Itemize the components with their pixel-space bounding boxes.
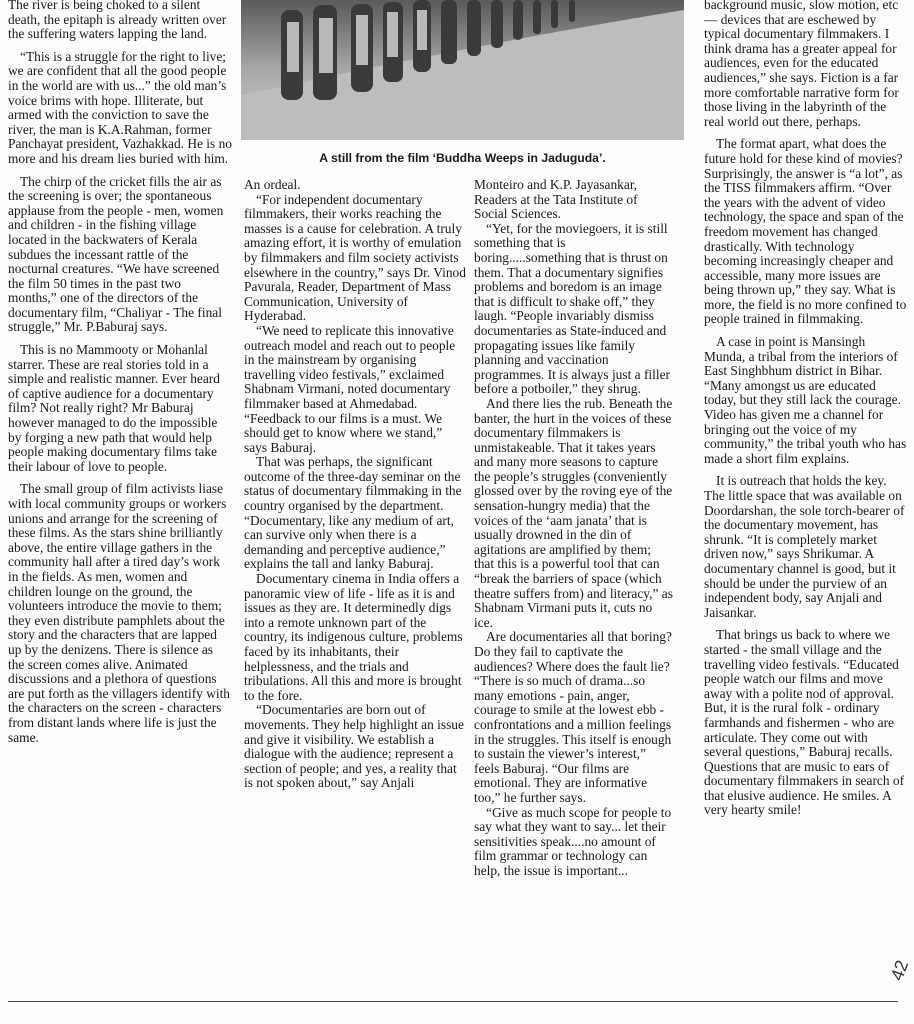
paragraph: A case in point is Mansingh Munda, a tribal from the interiors of East Singhbhum district in Bihar. “Many amongst us are educated today, but they still lack the courage. Video has given me a channel for bringing out the voice of my community,” the tribal youth who has made a short film explains. xyxy=(704,334,907,466)
paragraph: “This is a struggle for the right to live; we are confident that all the good people in the world are with us...” the old man’s voice brims with hope. Illiterate, but armed with the conviction to save the river, the man is K.A.Rahman, former Panchayat president, Vazhakkad. He is no more and his dream lies buried with him. xyxy=(8,48,232,166)
paragraph: “Give as much scope for people to say what they want to say... let their sensitivities speak....no amount of film grammar or technology can help, the issue is important... xyxy=(474,804,672,878)
paragraph: Documentary cinema in India offers a panoramic view of life - life as it is and issues as they are. It determinedly digs into a remote unknown part of the country, its indigenous culture, problems faced by its inhabitants, their helplessness, and the trials and tribulations. All this and more is brought to the fore. xyxy=(244,571,463,703)
article-column-3 xyxy=(474,178,674,996)
procession-image xyxy=(241,0,684,140)
photo-caption: A still from the film ‘Buddha Weeps in Jaduguda’. xyxy=(319,151,606,165)
paragraph: That brings us back to where we started - the small village and the travelling video festivals. “Educated people watch our films and move away with a polite nod of approval. But, it is the rural folk - ordinary farmhands and fishermen - who are articulate. They come out with several questions,” Baburaj recalls. Questions that are music to ears of documentary filmmakers in search of that elusive audience. He smiles. A very hearty smile! xyxy=(704,627,905,818)
paragraph: Monteiro and K.P. Jayasankar, Readers at the Tata Institute of Social Sciences. xyxy=(474,178,638,222)
paragraph: “For independent documentary filmmakers, their works reaching the masses is a cause for celebration. A truly amazing effort, it is worthy of emulation by filmmakers and film society activists elsewhere in the country,” says Dr. Vinod Pavurala, Reader, Department of Mass Communication, University of Hyderabad. xyxy=(244,191,466,324)
paragraph: The format apart, what does the future hold for these kind of movies? Surprisingly, the answer is “a lot”, as the TISS filmmakers affirm. “Over the years with the advent of video technology, the space and span of the freedom movement has changed drastically. With technology becoming increasingly cheaper and accessible, many more issues are being thrown up,” they say. What is more, the field is no more confined to people trained in filmmaking. xyxy=(704,136,907,327)
article-column-4 xyxy=(704,0,908,994)
paragraph: That was perhaps, the significant outcome of the three-day seminar on the status of documentary filmmaking in the country organised by the department. “Documentary, like any medium of art, can survive only when there is a demanding and perceptive audience,” explains the tall and lanky Baburaj. xyxy=(244,454,462,572)
paragraph: The river is being choked to a silent death, the epitaph is already written over the suffering waters lapping the land. xyxy=(8,0,227,42)
article-column-1 xyxy=(8,0,232,994)
paragraph: An ordeal. xyxy=(244,178,301,192)
film-still-photo xyxy=(241,0,684,140)
paragraph: This is no Mammooty or Mohanlal starrer. These are real stories told in a simple and realistic manner. Ever heard of captive audience for a documentary film? Not really right? Mr Baburaj however managed to do the impossible by forging a new path that would help people making documentary films take their labour of love to people. xyxy=(8,342,220,474)
paragraph: The small group of film activists liase with local community groups or workers unions and arrange for the screening of these films. As the stars shine brilliantly above, the entire village gathers in the community hall after a tired day’s work in the fields. As men, women and children lounge on the ground, the volunteers introduce the movie to them; they even distribute pamphlets about the story and the characters that are lapped up by the denizens. There is silence as the screen comes alive. Animated discussions and a plethora of questions are put forth as the villagers identify with the characters on the screen - characters from distant lands where life is just the same. xyxy=(8,481,230,745)
paragraph: “Documentaries are born out of movements. They help highlight an issue and give it visibility. We establish a dialogue with the audience; represent a section of people; and yes, a reality that is not spoken about,” say Anjali xyxy=(244,702,464,791)
paragraph: And there lies the rub. Beneath the banter, the hurt in the voices of these documentary filmmakers is unmistakeable. That it takes years and many more seasons to capture the people’s struggles (conveniently glossed over by the roving eye of the sensation-hungry media) that the voices of the ‘aam janata’ that is usually drowned in the din of agitations are amplified by them; that this is a powerful tool that can “break the barriers of space (which theatre suffers from) and literacy,” as Shabnam Virmani puts it, cuts no ice. xyxy=(474,395,673,630)
paragraph: “We need to replicate this innovative outreach model and reach out to people in the mainstream by organising travelling video festivals,” exclaimed Shabnam Virmani, noted documentary filmmaker based at Ahmedabad. “Feedback to our films is a must. We should get to know where we stand,” says Baburaj. xyxy=(244,322,456,455)
paragraph: It is outreach that holds the key. The little space that was available on Doordarshan, the sole torch-bearer of the documentary movement, has shrunk. “It is completely market driven now,” says Shrikumar. A documentary channel is good, but it should be under the purview of an independent body, say Anjali and Jaisankar. xyxy=(704,473,905,620)
page-number-mark: 42 xyxy=(886,957,913,984)
article-column-2 xyxy=(244,178,466,996)
footer-rule xyxy=(8,1001,898,1002)
paragraph: The chirp of the cricket fills the air as the screening is over; the spontaneous applause from the people - men, women and children - in the fishing village located in the backwaters of Kerala subdues the incessant rattle of the nocturnal creatures. “We have screened the film 50 times in the past two months,” one of the directors of the documentary film, “Chaliyar - The final struggle,” Mr. P.Baburaj says. xyxy=(8,173,224,335)
paragraph: “Yet, for the moviegoers, it is still something that is boring.....something that is thrust on them. That a documentary signifies problems and boredom is an image that is difficult to shake off,” they laugh. “People invariably dismiss documentaries as State-induced and propagating issues like family planning and vaccination programmes. It is always just a filler before a potboiler,” they shrug. xyxy=(474,220,670,397)
paragraph: background music, slow motion, etc — devices that are eschewed by typical documentary filmmakers. I think drama has a greater appeal for audiences, even for the educated audiences,” she says. Fiction is a far more comfortable narrative form for those living in the labyrinth of the real world out there, perhaps. xyxy=(704,0,899,129)
paragraph: Are documentaries all that boring? Do they fail to captivate the audiences? Where does the fault lie? “There is so much of drama...so many emotions - pain, anger, courage to smile at the lowest ebb - confrontations and a million feelings in the struggles. This itself is enough to sustain the viewer’s interest,” feels Baburaj. “Our films are emotional. They are informative too,” he further says. xyxy=(474,629,672,805)
